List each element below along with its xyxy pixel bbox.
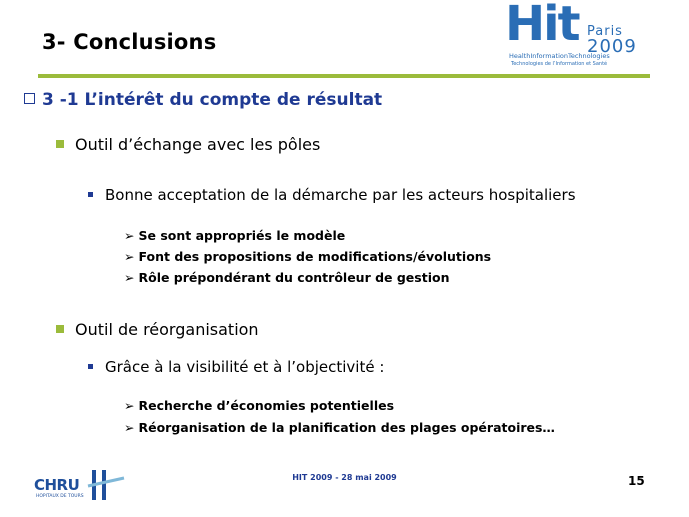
bullet-level3-text: Réorganisation de la planification des plages opératoires… <box>138 420 555 435</box>
section-heading <box>24 90 382 110</box>
bullet-level3 <box>124 228 345 243</box>
hit-logo-year: 2009 <box>587 36 637 57</box>
bullet-level3-text: Rôle prépondérant du contrôleur de gestion <box>138 270 450 285</box>
bullet-level3-text: Recherche d’économies potentielles <box>138 398 395 413</box>
bullet-level1 <box>56 135 320 154</box>
bullet-level2 <box>88 358 384 376</box>
hit-logo <box>505 2 655 70</box>
bullet-level3-text: Font des propositions de modifications/évolutions <box>138 249 492 264</box>
bullet-level2 <box>88 186 576 204</box>
bullet-level2-text: Bonne acceptation de la démarche par les acteurs hospitaliers <box>105 186 576 204</box>
arrow-bullet-icon: ➢ <box>124 270 135 285</box>
arrow-bullet-icon: ➢ <box>124 398 135 413</box>
bullet-level3 <box>124 420 555 435</box>
title-divider <box>38 74 650 78</box>
section-heading-text: 3 -1 L’intérêt du compte de résultat <box>42 90 383 110</box>
checkbox-bullet-icon <box>24 93 35 104</box>
footer-event-date: HIT 2009 - 28 mai 2009 <box>292 473 397 482</box>
hit-logo-city: Paris <box>587 24 623 39</box>
bullet-level1-text: Outil de réorganisation <box>75 320 259 339</box>
chru-logo-subtitle: HOPITAUX DE TOURS <box>36 494 84 499</box>
bullet-level3 <box>124 270 449 285</box>
hit-logo-tagline-fr: Technologies de l’Information et Santé <box>511 61 608 67</box>
bullet-level3 <box>124 398 394 413</box>
green-square-bullet-icon <box>56 325 64 333</box>
chru-logo-name: CHRU <box>34 476 80 494</box>
arrow-bullet-icon: ➢ <box>124 228 135 243</box>
green-square-bullet-icon <box>56 140 64 148</box>
slide-title: 3- Conclusions <box>42 30 217 54</box>
hit-logo-letters: Hit <box>505 0 579 52</box>
blue-square-bullet-icon <box>88 192 93 197</box>
arrow-bullet-icon: ➢ <box>124 249 135 264</box>
bullet-level3-text: Se sont appropriés le modèle <box>138 228 346 243</box>
bullet-level1-text: Outil d’échange avec les pôles <box>75 135 321 154</box>
hit-logo-tagline: HealthInformationTechnologies <box>509 52 610 60</box>
blue-square-bullet-icon <box>88 364 93 369</box>
bullet-level3 <box>124 249 491 264</box>
page-number: 15 <box>628 474 645 488</box>
arrow-bullet-icon: ➢ <box>124 420 135 435</box>
bullet-level2-text: Grâce à la visibilité et à l’objectivité : <box>105 358 385 376</box>
bullet-level1 <box>56 320 259 339</box>
